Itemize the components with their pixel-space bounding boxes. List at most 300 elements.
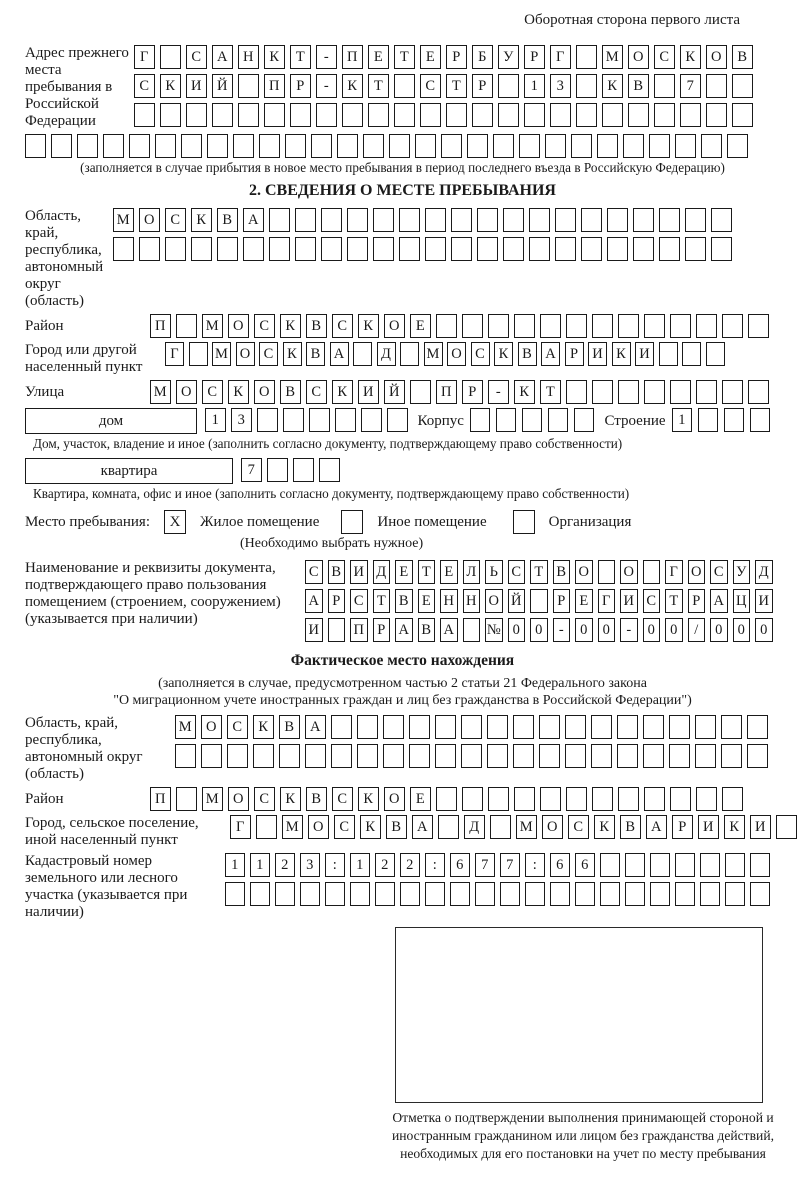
char-cell[interactable] <box>618 314 639 338</box>
char-cell[interactable] <box>217 237 238 261</box>
char-cell[interactable]: : <box>525 853 545 877</box>
char-cell[interactable] <box>540 314 561 338</box>
char-cell[interactable] <box>243 237 264 261</box>
char-cell[interactable] <box>175 744 196 768</box>
char-cell[interactable]: О <box>575 560 593 584</box>
char-cell[interactable]: К <box>264 45 285 69</box>
char-cell[interactable] <box>576 103 597 127</box>
checkbox-organization[interactable] <box>513 510 535 534</box>
char-cell[interactable] <box>463 618 481 642</box>
char-cell[interactable]: Т <box>446 74 467 98</box>
char-cell[interactable]: С <box>306 380 327 404</box>
char-cell[interactable]: И <box>350 560 368 584</box>
char-cell[interactable]: О <box>308 815 329 839</box>
char-cell[interactable] <box>700 853 720 877</box>
char-cell[interactable]: Д <box>464 815 485 839</box>
char-cell[interactable] <box>191 237 212 261</box>
char-cell[interactable] <box>410 380 431 404</box>
char-cell[interactable]: П <box>436 380 457 404</box>
char-cell[interactable] <box>696 787 717 811</box>
char-cell[interactable]: Р <box>524 45 545 69</box>
char-cell[interactable] <box>496 408 517 432</box>
char-cell[interactable] <box>472 103 493 127</box>
char-cell[interactable]: Р <box>446 45 467 69</box>
char-cell[interactable] <box>436 787 457 811</box>
char-cell[interactable]: К <box>280 787 301 811</box>
char-cell[interactable] <box>566 787 587 811</box>
char-cell[interactable] <box>540 787 561 811</box>
char-cell[interactable] <box>650 853 670 877</box>
char-cell[interactable] <box>399 208 420 232</box>
char-cell[interactable]: М <box>424 342 443 366</box>
char-cell[interactable]: 0 <box>530 618 548 642</box>
char-cell[interactable] <box>566 380 587 404</box>
char-cell[interactable] <box>400 342 419 366</box>
char-cell[interactable] <box>747 715 768 739</box>
char-cell[interactable]: Е <box>440 560 458 584</box>
char-cell[interactable]: И <box>635 342 654 366</box>
char-cell[interactable] <box>319 458 340 482</box>
char-cell[interactable] <box>189 342 208 366</box>
char-cell[interactable] <box>696 314 717 338</box>
char-cell[interactable] <box>394 74 415 98</box>
char-cell[interactable]: Д <box>377 342 396 366</box>
char-cell[interactable] <box>706 342 725 366</box>
char-cell[interactable]: - <box>316 74 337 98</box>
char-cell[interactable] <box>545 134 566 158</box>
char-cell[interactable] <box>435 715 456 739</box>
char-cell[interactable]: М <box>113 208 134 232</box>
char-cell[interactable]: О <box>485 589 503 613</box>
char-cell[interactable]: Р <box>565 342 584 366</box>
char-cell[interactable]: И <box>305 618 323 642</box>
char-cell[interactable]: 0 <box>710 618 728 642</box>
char-cell[interactable]: Ц <box>733 589 751 613</box>
char-cell[interactable]: С <box>202 380 223 404</box>
char-cell[interactable]: 3 <box>300 853 320 877</box>
char-cell[interactable] <box>321 237 342 261</box>
char-cell[interactable]: К <box>283 342 302 366</box>
char-cell[interactable]: В <box>418 618 436 642</box>
char-cell[interactable] <box>654 103 675 127</box>
char-cell[interactable]: Е <box>420 45 441 69</box>
char-cell[interactable] <box>724 408 745 432</box>
char-cell[interactable] <box>279 744 300 768</box>
char-cell[interactable]: Т <box>530 560 548 584</box>
char-cell[interactable]: О <box>201 715 222 739</box>
char-cell[interactable] <box>451 208 472 232</box>
char-cell[interactable] <box>264 103 285 127</box>
char-cell[interactable]: А <box>541 342 560 366</box>
char-cell[interactable] <box>722 314 743 338</box>
char-cell[interactable] <box>566 314 587 338</box>
char-cell[interactable]: С <box>471 342 490 366</box>
char-cell[interactable]: А <box>440 618 458 642</box>
char-cell[interactable] <box>256 815 277 839</box>
char-cell[interactable]: О <box>628 45 649 69</box>
char-cell[interactable] <box>643 560 661 584</box>
char-cell[interactable]: О <box>228 314 249 338</box>
char-cell[interactable]: В <box>620 815 641 839</box>
char-cell[interactable] <box>446 103 467 127</box>
char-cell[interactable] <box>600 853 620 877</box>
char-cell[interactable]: П <box>150 787 171 811</box>
char-cell[interactable]: П <box>350 618 368 642</box>
char-cell[interactable] <box>539 715 560 739</box>
char-cell[interactable]: С <box>332 787 353 811</box>
char-cell[interactable] <box>309 408 330 432</box>
char-cell[interactable]: Й <box>508 589 526 613</box>
char-cell[interactable]: С <box>654 45 675 69</box>
char-cell[interactable]: Т <box>368 74 389 98</box>
char-cell[interactable] <box>201 744 222 768</box>
char-cell[interactable] <box>748 314 769 338</box>
char-cell[interactable] <box>711 208 732 232</box>
checkbox-residential[interactable]: X <box>164 510 186 534</box>
char-cell[interactable]: В <box>279 715 300 739</box>
char-cell[interactable] <box>721 715 742 739</box>
char-cell[interactable]: 7 <box>680 74 701 98</box>
char-cell[interactable]: № <box>485 618 503 642</box>
char-cell[interactable]: И <box>620 589 638 613</box>
char-cell[interactable] <box>530 589 548 613</box>
char-cell[interactable]: В <box>306 314 327 338</box>
house-type-box[interactable] <box>25 408 197 434</box>
char-cell[interactable] <box>591 744 612 768</box>
char-cell[interactable]: У <box>498 45 519 69</box>
char-cell[interactable]: В <box>386 815 407 839</box>
char-cell[interactable]: М <box>212 342 231 366</box>
char-cell[interactable] <box>701 134 722 158</box>
char-cell[interactable]: К <box>191 208 212 232</box>
char-cell[interactable] <box>316 103 337 127</box>
char-cell[interactable] <box>311 134 332 158</box>
char-cell[interactable] <box>477 237 498 261</box>
char-cell[interactable] <box>160 45 181 69</box>
char-cell[interactable]: 7 <box>500 853 520 877</box>
char-cell[interactable] <box>342 103 363 127</box>
char-cell[interactable]: 0 <box>665 618 683 642</box>
char-cell[interactable]: А <box>212 45 233 69</box>
char-cell[interactable] <box>519 134 540 158</box>
char-cell[interactable] <box>628 103 649 127</box>
char-cell[interactable] <box>555 208 576 232</box>
char-cell[interactable] <box>155 134 176 158</box>
char-cell[interactable]: С <box>259 342 278 366</box>
char-cell[interactable]: 0 <box>575 618 593 642</box>
char-cell[interactable] <box>649 134 670 158</box>
char-cell[interactable] <box>450 882 470 906</box>
char-cell[interactable] <box>571 134 592 158</box>
char-cell[interactable] <box>451 237 472 261</box>
char-cell[interactable] <box>425 208 446 232</box>
char-cell[interactable] <box>498 103 519 127</box>
char-cell[interactable] <box>592 380 613 404</box>
char-cell[interactable]: 1 <box>250 853 270 877</box>
char-cell[interactable]: С <box>710 560 728 584</box>
char-cell[interactable] <box>669 744 690 768</box>
char-cell[interactable]: А <box>646 815 667 839</box>
char-cell[interactable]: О <box>228 787 249 811</box>
char-cell[interactable]: - <box>316 45 337 69</box>
char-cell[interactable]: 6 <box>575 853 595 877</box>
char-cell[interactable] <box>695 715 716 739</box>
char-cell[interactable] <box>462 314 483 338</box>
char-cell[interactable] <box>293 458 314 482</box>
char-cell[interactable]: 1 <box>205 408 226 432</box>
char-cell[interactable] <box>513 715 534 739</box>
char-cell[interactable] <box>675 853 695 877</box>
char-cell[interactable] <box>357 715 378 739</box>
char-cell[interactable] <box>462 787 483 811</box>
checkbox-other-premises[interactable] <box>341 510 363 534</box>
char-cell[interactable] <box>529 208 550 232</box>
char-cell[interactable] <box>617 744 638 768</box>
char-cell[interactable]: : <box>325 853 345 877</box>
char-cell[interactable]: 1 <box>524 74 545 98</box>
char-cell[interactable]: С <box>334 815 355 839</box>
char-cell[interactable]: Е <box>575 589 593 613</box>
char-cell[interactable]: П <box>342 45 363 69</box>
char-cell[interactable]: 0 <box>598 618 616 642</box>
char-cell[interactable]: Й <box>384 380 405 404</box>
char-cell[interactable]: С <box>568 815 589 839</box>
char-cell[interactable]: Р <box>462 380 483 404</box>
char-cell[interactable]: С <box>332 314 353 338</box>
char-cell[interactable]: 0 <box>733 618 751 642</box>
char-cell[interactable] <box>574 408 595 432</box>
char-cell[interactable]: К <box>358 314 379 338</box>
char-cell[interactable] <box>581 237 602 261</box>
char-cell[interactable]: 6 <box>450 853 470 877</box>
char-cell[interactable]: В <box>328 560 346 584</box>
char-cell[interactable]: Д <box>755 560 773 584</box>
char-cell[interactable] <box>670 787 691 811</box>
char-cell[interactable] <box>325 882 345 906</box>
char-cell[interactable] <box>227 744 248 768</box>
char-cell[interactable] <box>539 744 560 768</box>
char-cell[interactable]: С <box>420 74 441 98</box>
char-cell[interactable]: Т <box>418 560 436 584</box>
char-cell[interactable] <box>525 882 545 906</box>
char-cell[interactable]: О <box>236 342 255 366</box>
char-cell[interactable] <box>51 134 72 158</box>
char-cell[interactable] <box>475 882 495 906</box>
char-cell[interactable]: К <box>612 342 631 366</box>
char-cell[interactable]: О <box>706 45 727 69</box>
char-cell[interactable] <box>529 237 550 261</box>
char-cell[interactable]: Н <box>238 45 259 69</box>
char-cell[interactable] <box>425 882 445 906</box>
char-cell[interactable] <box>139 237 160 261</box>
char-cell[interactable]: К <box>514 380 535 404</box>
char-cell[interactable]: Р <box>672 815 693 839</box>
char-cell[interactable]: М <box>150 380 171 404</box>
char-cell[interactable] <box>680 103 701 127</box>
char-cell[interactable]: И <box>698 815 719 839</box>
char-cell[interactable]: К <box>594 815 615 839</box>
char-cell[interactable] <box>375 882 395 906</box>
char-cell[interactable]: И <box>358 380 379 404</box>
char-cell[interactable]: И <box>588 342 607 366</box>
char-cell[interactable]: 3 <box>231 408 252 432</box>
char-cell[interactable]: Й <box>212 74 233 98</box>
char-cell[interactable]: - <box>488 380 509 404</box>
char-cell[interactable] <box>409 744 430 768</box>
char-cell[interactable] <box>400 882 420 906</box>
char-cell[interactable] <box>706 74 727 98</box>
char-cell[interactable]: 0 <box>755 618 773 642</box>
char-cell[interactable]: О <box>254 380 275 404</box>
char-cell[interactable]: В <box>518 342 537 366</box>
char-cell[interactable] <box>269 208 290 232</box>
char-cell[interactable] <box>685 208 706 232</box>
char-cell[interactable] <box>436 314 457 338</box>
char-cell[interactable] <box>470 408 491 432</box>
char-cell[interactable] <box>698 408 719 432</box>
char-cell[interactable] <box>25 134 46 158</box>
char-cell[interactable] <box>682 342 701 366</box>
char-cell[interactable] <box>565 715 586 739</box>
char-cell[interactable]: 7 <box>241 458 262 482</box>
char-cell[interactable] <box>576 45 597 69</box>
char-cell[interactable] <box>654 74 675 98</box>
char-cell[interactable]: А <box>243 208 264 232</box>
char-cell[interactable]: С <box>643 589 661 613</box>
char-cell[interactable] <box>347 237 368 261</box>
char-cell[interactable]: 1 <box>672 408 693 432</box>
char-cell[interactable] <box>644 787 665 811</box>
char-cell[interactable]: М <box>202 314 223 338</box>
char-cell[interactable] <box>750 882 770 906</box>
char-cell[interactable]: К <box>280 314 301 338</box>
char-cell[interactable] <box>389 134 410 158</box>
char-cell[interactable] <box>269 237 290 261</box>
char-cell[interactable] <box>565 744 586 768</box>
char-cell[interactable]: В <box>217 208 238 232</box>
char-cell[interactable] <box>722 787 743 811</box>
char-cell[interactable] <box>467 134 488 158</box>
char-cell[interactable] <box>300 882 320 906</box>
char-cell[interactable]: 2 <box>400 853 420 877</box>
char-cell[interactable] <box>409 715 430 739</box>
char-cell[interactable] <box>675 134 696 158</box>
char-cell[interactable] <box>328 618 346 642</box>
char-cell[interactable] <box>238 103 259 127</box>
char-cell[interactable] <box>267 458 288 482</box>
char-cell[interactable]: К <box>253 715 274 739</box>
char-cell[interactable] <box>275 882 295 906</box>
char-cell[interactable]: - <box>553 618 571 642</box>
char-cell[interactable] <box>165 237 186 261</box>
char-cell[interactable]: С <box>165 208 186 232</box>
char-cell[interactable] <box>607 208 628 232</box>
char-cell[interactable]: А <box>305 715 326 739</box>
char-cell[interactable]: Р <box>373 618 391 642</box>
char-cell[interactable]: В <box>306 787 327 811</box>
char-cell[interactable]: Р <box>472 74 493 98</box>
char-cell[interactable] <box>250 882 270 906</box>
char-cell[interactable] <box>721 744 742 768</box>
char-cell[interactable] <box>181 134 202 158</box>
char-cell[interactable]: А <box>330 342 349 366</box>
char-cell[interactable] <box>503 237 524 261</box>
char-cell[interactable] <box>643 744 664 768</box>
char-cell[interactable]: К <box>228 380 249 404</box>
char-cell[interactable] <box>350 882 370 906</box>
char-cell[interactable]: К <box>602 74 623 98</box>
char-cell[interactable]: Л <box>463 560 481 584</box>
char-cell[interactable] <box>706 103 727 127</box>
apartment-type-box[interactable] <box>25 458 233 484</box>
char-cell[interactable] <box>212 103 233 127</box>
char-cell[interactable] <box>337 134 358 158</box>
char-cell[interactable]: О <box>447 342 466 366</box>
char-cell[interactable] <box>750 853 770 877</box>
char-cell[interactable]: Р <box>553 589 571 613</box>
char-cell[interactable] <box>233 134 254 158</box>
char-cell[interactable]: О <box>542 815 563 839</box>
char-cell[interactable]: Б <box>472 45 493 69</box>
char-cell[interactable]: В <box>280 380 301 404</box>
char-cell[interactable] <box>591 715 612 739</box>
char-cell[interactable] <box>644 314 665 338</box>
char-cell[interactable] <box>732 103 753 127</box>
char-cell[interactable] <box>503 208 524 232</box>
char-cell[interactable] <box>134 103 155 127</box>
char-cell[interactable]: - <box>620 618 638 642</box>
char-cell[interactable] <box>257 408 278 432</box>
char-cell[interactable] <box>305 744 326 768</box>
char-cell[interactable] <box>576 74 597 98</box>
char-cell[interactable] <box>581 208 602 232</box>
char-cell[interactable]: В <box>306 342 325 366</box>
char-cell[interactable] <box>259 134 280 158</box>
char-cell[interactable] <box>695 744 716 768</box>
char-cell[interactable] <box>659 208 680 232</box>
char-cell[interactable]: М <box>282 815 303 839</box>
char-cell[interactable]: В <box>732 45 753 69</box>
char-cell[interactable] <box>618 787 639 811</box>
char-cell[interactable]: О <box>176 380 197 404</box>
char-cell[interactable]: / <box>688 618 706 642</box>
char-cell[interactable]: С <box>508 560 526 584</box>
char-cell[interactable] <box>643 715 664 739</box>
char-cell[interactable] <box>493 134 514 158</box>
char-cell[interactable]: Е <box>410 787 431 811</box>
char-cell[interactable]: Т <box>394 45 415 69</box>
char-cell[interactable] <box>600 882 620 906</box>
char-cell[interactable]: М <box>602 45 623 69</box>
char-cell[interactable]: М <box>516 815 537 839</box>
char-cell[interactable]: Е <box>418 589 436 613</box>
char-cell[interactable] <box>488 787 509 811</box>
char-cell[interactable]: Г <box>598 589 616 613</box>
char-cell[interactable] <box>522 408 543 432</box>
char-cell[interactable]: 7 <box>475 853 495 877</box>
char-cell[interactable]: О <box>688 560 706 584</box>
char-cell[interactable]: А <box>412 815 433 839</box>
char-cell[interactable] <box>331 715 352 739</box>
char-cell[interactable] <box>399 237 420 261</box>
char-cell[interactable] <box>617 715 638 739</box>
char-cell[interactable]: Г <box>665 560 683 584</box>
char-cell[interactable]: П <box>150 314 171 338</box>
char-cell[interactable] <box>722 380 743 404</box>
char-cell[interactable] <box>368 103 389 127</box>
char-cell[interactable]: С <box>350 589 368 613</box>
char-cell[interactable] <box>732 74 753 98</box>
